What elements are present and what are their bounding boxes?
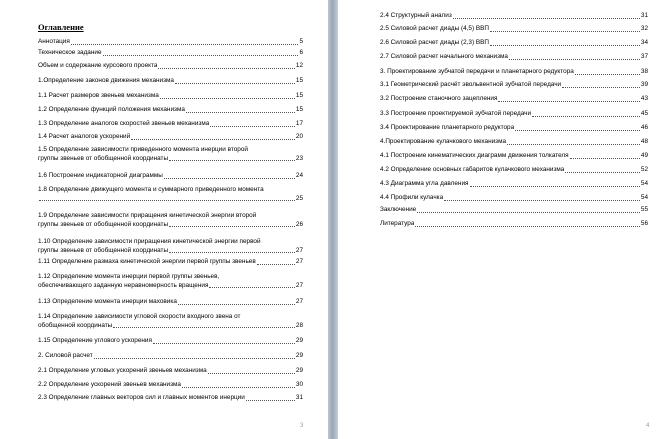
toc-entry-page: 48 [640, 138, 648, 145]
dot-leader [490, 45, 640, 46]
toc-entry[interactable] [38, 273, 303, 290]
dot-leader [103, 55, 299, 56]
dot-leader [507, 144, 640, 145]
toc-entry[interactable] [38, 394, 303, 403]
toc-entry-page: 12 [295, 62, 303, 69]
dot-leader [178, 304, 295, 305]
toc-entry-title: обеспечивающего заданную неравномерность вращения [38, 281, 209, 289]
toc-entry-title: Литература [380, 220, 415, 227]
toc-entry-title: 1.2 Определение функций положения механизма [38, 106, 185, 113]
toc-entry-page: 43 [640, 95, 648, 102]
toc-entry-title-line: 1.5 Определение зависимости приведенного момента инерции второй [38, 146, 248, 153]
toc-entry-page: 27 [295, 258, 303, 265]
toc-entry-page: 54 [640, 180, 648, 187]
toc-entry-page: 28 [295, 321, 303, 329]
toc-entry-title: 1.3 Определение аналогов скоростей звеньев механизма [38, 120, 210, 127]
dot-leader [131, 139, 295, 140]
toc-entry[interactable] [38, 62, 303, 71]
toc-entry-title: 3.1 Геометрический расчёт эвольвентной зубчатой передачи [380, 81, 562, 88]
dot-leader [246, 400, 295, 401]
toc-entry-title: группы звеньев от обобщенной координаты [38, 220, 169, 228]
toc-entry-page: 27 [295, 298, 303, 305]
dot-leader [209, 287, 294, 288]
dot-leader [498, 101, 639, 102]
toc-entry[interactable] [380, 206, 648, 215]
dot-leader [39, 200, 295, 201]
toc-entry-title: 2.7 Силовой расчет начального механизма [380, 53, 508, 60]
toc-entry-title-line: 1.9 Определение зависимости приращения кинетической энергии второй [38, 212, 257, 219]
toc-entry[interactable] [380, 53, 648, 62]
toc-entry-page: 31 [640, 12, 648, 19]
toc-entry[interactable] [380, 39, 648, 48]
dot-leader [169, 160, 295, 161]
toc-entry-title: Заключение [380, 206, 417, 213]
toc-entry-title: 4.2 Определение основных габаритов кулачкового механизма [380, 166, 565, 173]
toc-entry[interactable] [380, 166, 648, 175]
toc-entry-page: 25 [295, 194, 303, 202]
toc-entry-page: 55 [640, 206, 648, 213]
toc-entry[interactable] [380, 220, 648, 229]
dot-leader [208, 373, 295, 374]
document-page-4 [338, 0, 666, 439]
toc-entry[interactable] [38, 381, 303, 390]
toc-entry[interactable] [380, 12, 648, 21]
toc-entry-page: 32 [640, 25, 648, 32]
toc-entry-page: 52 [640, 166, 648, 173]
dot-leader [71, 44, 299, 45]
toc-entry[interactable] [38, 146, 303, 163]
toc-entry-page: 20 [295, 133, 303, 140]
toc-entry-title: 4.Проектирование кулачкового механизма [380, 138, 507, 145]
toc-entry[interactable] [38, 120, 303, 129]
dot-leader [509, 59, 640, 60]
toc-entry-title: 1.1 Расчет размеров звеньев механизма [38, 92, 159, 99]
page-number: 4 [646, 423, 650, 429]
toc-entry-title: 2.5 Силовой расчет диады (4,5) ВВП [380, 25, 490, 32]
toc-entry[interactable] [38, 133, 303, 142]
toc-entry-page: 29 [295, 367, 303, 374]
toc-entry[interactable] [38, 172, 303, 181]
toc-entry-title: Аннотация [38, 38, 70, 45]
dot-leader [153, 343, 295, 344]
toc-entry[interactable] [38, 337, 303, 346]
toc-entry-title: 2.6 Силовой расчет диады (2,3) ВВП [380, 39, 490, 46]
toc-entry-page: 56 [640, 220, 648, 227]
dot-leader [515, 130, 640, 131]
toc-entry-page: 15 [295, 77, 303, 84]
toc-entry[interactable] [380, 138, 648, 147]
toc-entry[interactable] [38, 258, 303, 267]
toc-entry-title-line: 1.12 Определение момента инерции первой группы звеньев, [38, 273, 220, 280]
toc-entry-page: 37 [640, 53, 648, 60]
toc-entry-page: 54 [640, 194, 648, 201]
toc-entry-title-line: 1.8 Определение движущего момента и суммарного приведенного момента [38, 186, 264, 193]
dot-leader [565, 172, 640, 173]
toc-entry-title: 3.2 Построение станочного зацепления [380, 95, 498, 102]
toc-entry-title: группы звеньев от обобщенной координаты [38, 246, 169, 254]
toc-entry-title: 2.1 Определение угловых ускорений звеньев механизма [38, 367, 207, 374]
dot-leader [182, 387, 295, 388]
toc-entry-page: 27 [295, 246, 303, 254]
toc-entry-page: 24 [295, 172, 303, 179]
toc-entry[interactable] [380, 81, 648, 90]
toc-entry-title-line: 1.14 Определение зависимости угловой скорости входного звена от [38, 313, 241, 320]
toc-entry[interactable] [38, 106, 303, 115]
toc-entry-title: обобщенной координаты [38, 321, 113, 329]
toc-entry-page: 30 [295, 381, 303, 388]
toc-entry-title: 2.3 Определение главных векторов сил и главных моментов инерции [38, 394, 245, 401]
document-page-3 [0, 0, 328, 439]
page-number: 3 [300, 423, 304, 429]
toc-entry-page: 26 [295, 220, 303, 228]
toc-entry-title: 3. Проектирование зубчатой передачи и планетарного редуктора [380, 68, 574, 75]
toc-entry-page: 27 [295, 281, 303, 289]
toc-entry-page: 15 [295, 92, 303, 99]
toc-entry-title: 1.15 Определение углового ускорения [38, 337, 152, 344]
page-gap [328, 0, 338, 439]
dot-leader [160, 98, 295, 99]
toc-entry[interactable] [38, 186, 303, 203]
dot-leader [415, 226, 640, 227]
toc-entry-page: 5 [299, 38, 303, 45]
toc-entry[interactable] [38, 92, 303, 101]
toc-entry[interactable] [38, 352, 303, 361]
toc-entry-title: 4.4 Профили кулачка [380, 194, 444, 201]
dot-leader [562, 87, 640, 88]
toc-entry[interactable] [38, 212, 303, 229]
toc-entry-title: Объем и содержание курсового проекта [38, 62, 158, 69]
dot-leader [210, 126, 295, 127]
toc-entry-title: 4.3 Диаграмма угла давления [380, 180, 469, 187]
toc-entry[interactable] [38, 367, 303, 376]
toc-entry[interactable] [38, 238, 303, 255]
toc-entry[interactable] [380, 180, 648, 189]
dot-leader [158, 68, 294, 69]
dot-leader [453, 18, 640, 19]
dot-leader [164, 178, 295, 179]
toc-entry[interactable] [380, 152, 648, 161]
toc-entry-title: 1.11 Определение размаха кинетической энергии первой группы звеньев [38, 258, 256, 265]
toc-entry[interactable] [38, 298, 303, 307]
toc-entry-page: 29 [295, 337, 303, 344]
toc-entry-title: 4.1 Построение кинематических диаграмм движения толкателя [380, 152, 569, 159]
dot-leader [94, 358, 295, 359]
toc-entry[interactable] [380, 194, 648, 203]
dot-leader [570, 158, 640, 159]
toc-entry-title: 3.4 Проектирование планетарного редуктора [380, 124, 515, 131]
dot-leader [257, 264, 295, 265]
toc-entry-page: 46 [640, 124, 648, 131]
toc-entry[interactable] [380, 25, 648, 34]
toc-entry-page: 39 [640, 81, 648, 88]
dot-leader [532, 116, 640, 117]
dot-leader [175, 83, 295, 84]
toc-entry-page: 17 [295, 120, 303, 127]
toc-entry-title: 2. Силовой расчет [38, 352, 93, 359]
dot-leader [417, 212, 640, 213]
toc-entry-page: 31 [295, 394, 303, 401]
dot-leader [169, 226, 295, 227]
dot-leader [444, 200, 640, 201]
dot-leader [470, 186, 640, 187]
toc-entry[interactable] [38, 77, 303, 86]
toc-heading: Оглавление [38, 22, 84, 32]
toc-entry-title: 1.13 Определение момента инерции маховика [38, 298, 177, 305]
dot-leader [169, 252, 295, 253]
dot-leader [186, 112, 295, 113]
toc-entry-page: 29 [295, 352, 303, 359]
toc-entry-page: 38 [640, 68, 648, 75]
toc-entry[interactable] [38, 313, 303, 330]
toc-entry[interactable] [38, 38, 303, 47]
toc-entry-page: 15 [295, 106, 303, 113]
toc-entry-title: группы звеньев от обобщенной координаты [38, 154, 169, 162]
toc-entry[interactable] [38, 49, 303, 58]
dot-leader [490, 31, 640, 32]
dot-leader [113, 327, 295, 328]
toc-entry-page: 49 [640, 152, 648, 159]
toc-entry-title: Техническое задание [38, 49, 102, 56]
toc-entry[interactable] [380, 110, 648, 119]
toc-entry-title: 2.4 Структурный анализ [380, 12, 452, 19]
toc-entry[interactable] [380, 68, 648, 77]
toc-entry-title: 1.6 Построение индикаторной диаграммы [38, 172, 163, 179]
toc-entry-page: 23 [295, 154, 303, 162]
toc-entry-page: 6 [299, 49, 303, 56]
toc-entry-title: 1.4 Расчет аналогов ускорений [38, 133, 131, 140]
toc-entry[interactable] [380, 124, 648, 133]
dot-leader [575, 74, 640, 75]
toc-entry-title-line: 1.10 Определение зависимости приращения кинетической энергии первой [38, 238, 261, 245]
toc-entry-title: 2.2 Определение ускорений звеньев механизма [38, 381, 181, 388]
toc-entry[interactable] [380, 95, 648, 104]
toc-entry-page: 34 [640, 39, 648, 46]
toc-entry-title: 1.Определение законов движения механизма [38, 77, 174, 84]
toc-entry-title: 3.3 Построение проектируемой зубчатой передачи [380, 110, 532, 117]
toc-entry-page: 45 [640, 110, 648, 117]
